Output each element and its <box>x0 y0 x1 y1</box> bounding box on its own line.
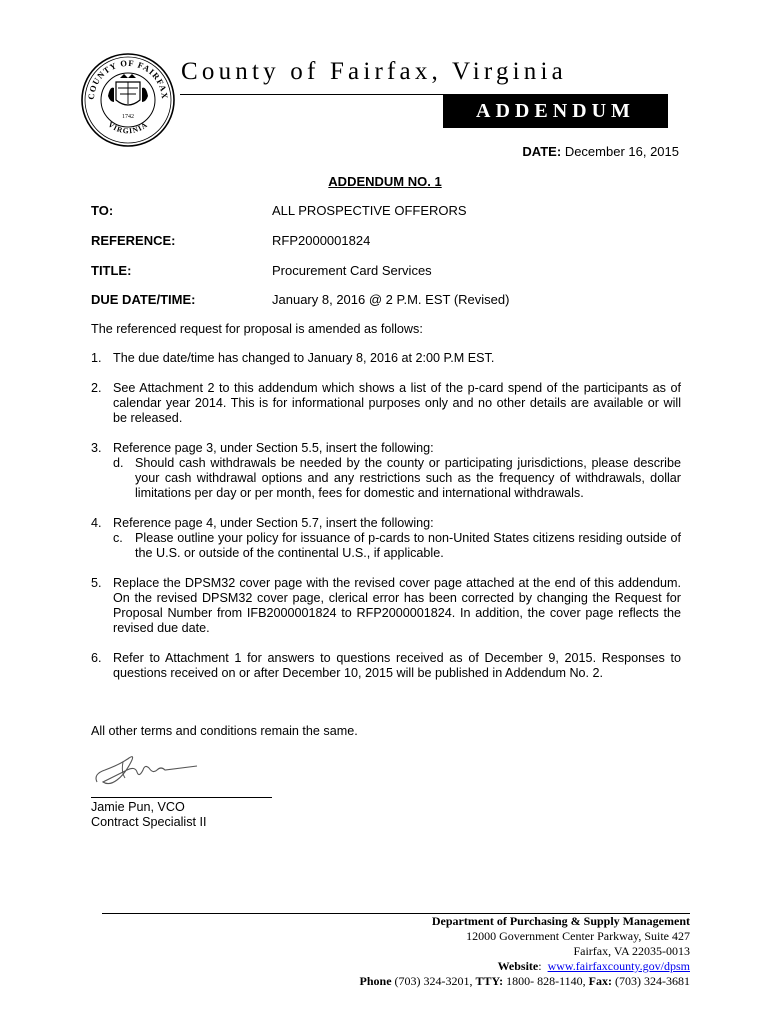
item-text: Reference page 3, under Section 5.5, insert the following: <box>113 441 434 455</box>
item-number: 3. <box>91 441 102 455</box>
field-value: ALL PROSPECTIVE OFFERORS <box>272 203 467 218</box>
field-value: Procurement Card Services <box>272 263 432 278</box>
addendum-banner: ADDENDUM <box>443 95 668 128</box>
item-number: 6. <box>91 651 102 665</box>
list-item <box>91 516 681 561</box>
item-number: 4. <box>91 516 102 530</box>
addendum-number-text: ADDENDUM NO. 1 <box>328 174 442 189</box>
seal-year: 1742 <box>122 114 134 120</box>
footer <box>360 914 690 989</box>
item-number: 5. <box>91 576 102 590</box>
phone-label: Phone <box>359 974 392 988</box>
closing-text: All other terms and conditions remain the same. <box>91 724 358 738</box>
sub-item-text: Should cash withdrawals be needed by the county or participating jurisdictions, please describe your cash withdrawal options and any restrictions such as the frequency of withdrawals, dollar limitations per day or per month, fees for domestic and international withdrawals. <box>135 456 681 500</box>
field-label: REFERENCE: <box>91 233 176 248</box>
sub-item-letter: d. <box>113 456 124 470</box>
item-text: See Attachment 2 to this addendum which shows a list of the p-card spend of the participants as of calendar year 2014. This is for informational purposes only and no other details are available or will be released. <box>113 381 681 425</box>
fax-label: Fax: <box>588 974 612 988</box>
item-number: 1. <box>91 351 102 365</box>
footer-department: Department of Purchasing & Supply Management <box>431 914 690 928</box>
field-value: RFP2000001824 <box>272 233 371 248</box>
list-item <box>91 351 681 366</box>
website-link[interactable]: www.fairfaxcounty.gov/dpsm <box>547 959 690 973</box>
sub-item-letter: c. <box>113 531 123 545</box>
list-item <box>91 651 681 681</box>
list-item <box>91 576 681 636</box>
sub-item-text: Please outline your policy for issuance of p-cards to non-United States citizens residing outside of the U.S. or outside of the continental U.S., if applicable. <box>135 531 681 560</box>
county-seal <box>80 52 176 148</box>
list-item <box>91 381 681 426</box>
field-value: January 8, 2016 @ 2 P.M. EST (Revised) <box>272 292 510 307</box>
date-value: December 16, 2015 <box>564 144 679 159</box>
item-text: Replace the DPSM32 cover page with the revised cover page attached at the end of this addendum. On the revised DPSM32 cover page, clerical error has been corrected by changing the Request for Proposal Number from IFB2000001824 to RFP2000001824. In addition, the cover page reflects the revised due date. <box>113 576 681 635</box>
field-label: TITLE: <box>91 263 132 278</box>
sub-item <box>113 456 681 501</box>
tty-label: TTY: <box>475 974 504 988</box>
sub-item <box>113 531 681 561</box>
footer-website-line: Website: www.fairfaxcounty.gov/dpsm <box>497 959 690 973</box>
date-line <box>522 144 679 159</box>
footer-contact-line <box>360 974 690 989</box>
phone-value: (703) 324-3201, <box>394 974 473 988</box>
item-number: 2. <box>91 381 102 395</box>
field-label: DUE DATE/TIME: <box>91 292 196 307</box>
signature-line <box>91 797 272 798</box>
website-label: Website <box>497 959 539 973</box>
intro-text: The referenced request for proposal is amended as follows: <box>91 322 423 336</box>
addendum-number <box>0 174 770 189</box>
seal-top-text: COUNTY OF FAIRFAX <box>85 57 171 101</box>
footer-address-1: 12000 Government Center Parkway, Suite 427 <box>466 929 690 943</box>
date-label: DATE: <box>522 144 562 159</box>
item-text: Reference page 4, under Section 5.7, insert the following: <box>113 516 434 530</box>
fax-value: (703) 324-3681 <box>615 974 690 988</box>
svg-text:VIRGINIA <box>106 120 149 136</box>
seal-bottom-text: VIRGINIA <box>106 119 150 136</box>
signer-name: Jamie Pun, VCO <box>91 800 185 814</box>
item-text: Refer to Attachment 1 for answers to questions received as of December 9, 2015. Responses to questions received on or after December 10, 2015 will be published in Addendum No. 2. <box>113 651 681 680</box>
signature <box>91 748 211 790</box>
signer-title: Contract Specialist II <box>91 815 207 829</box>
signer-block <box>91 800 207 830</box>
field-label: TO: <box>91 203 114 218</box>
footer-address-2: Fairfax, VA 22035-0013 <box>573 944 690 958</box>
county-title: County of Fairfax, Virginia <box>181 58 567 85</box>
tty-value: 1800- 828-1140, <box>506 974 586 988</box>
item-text: The due date/time has changed to January 8, 2016 at 2:00 P.M EST. <box>113 351 495 365</box>
list-item <box>91 441 681 501</box>
